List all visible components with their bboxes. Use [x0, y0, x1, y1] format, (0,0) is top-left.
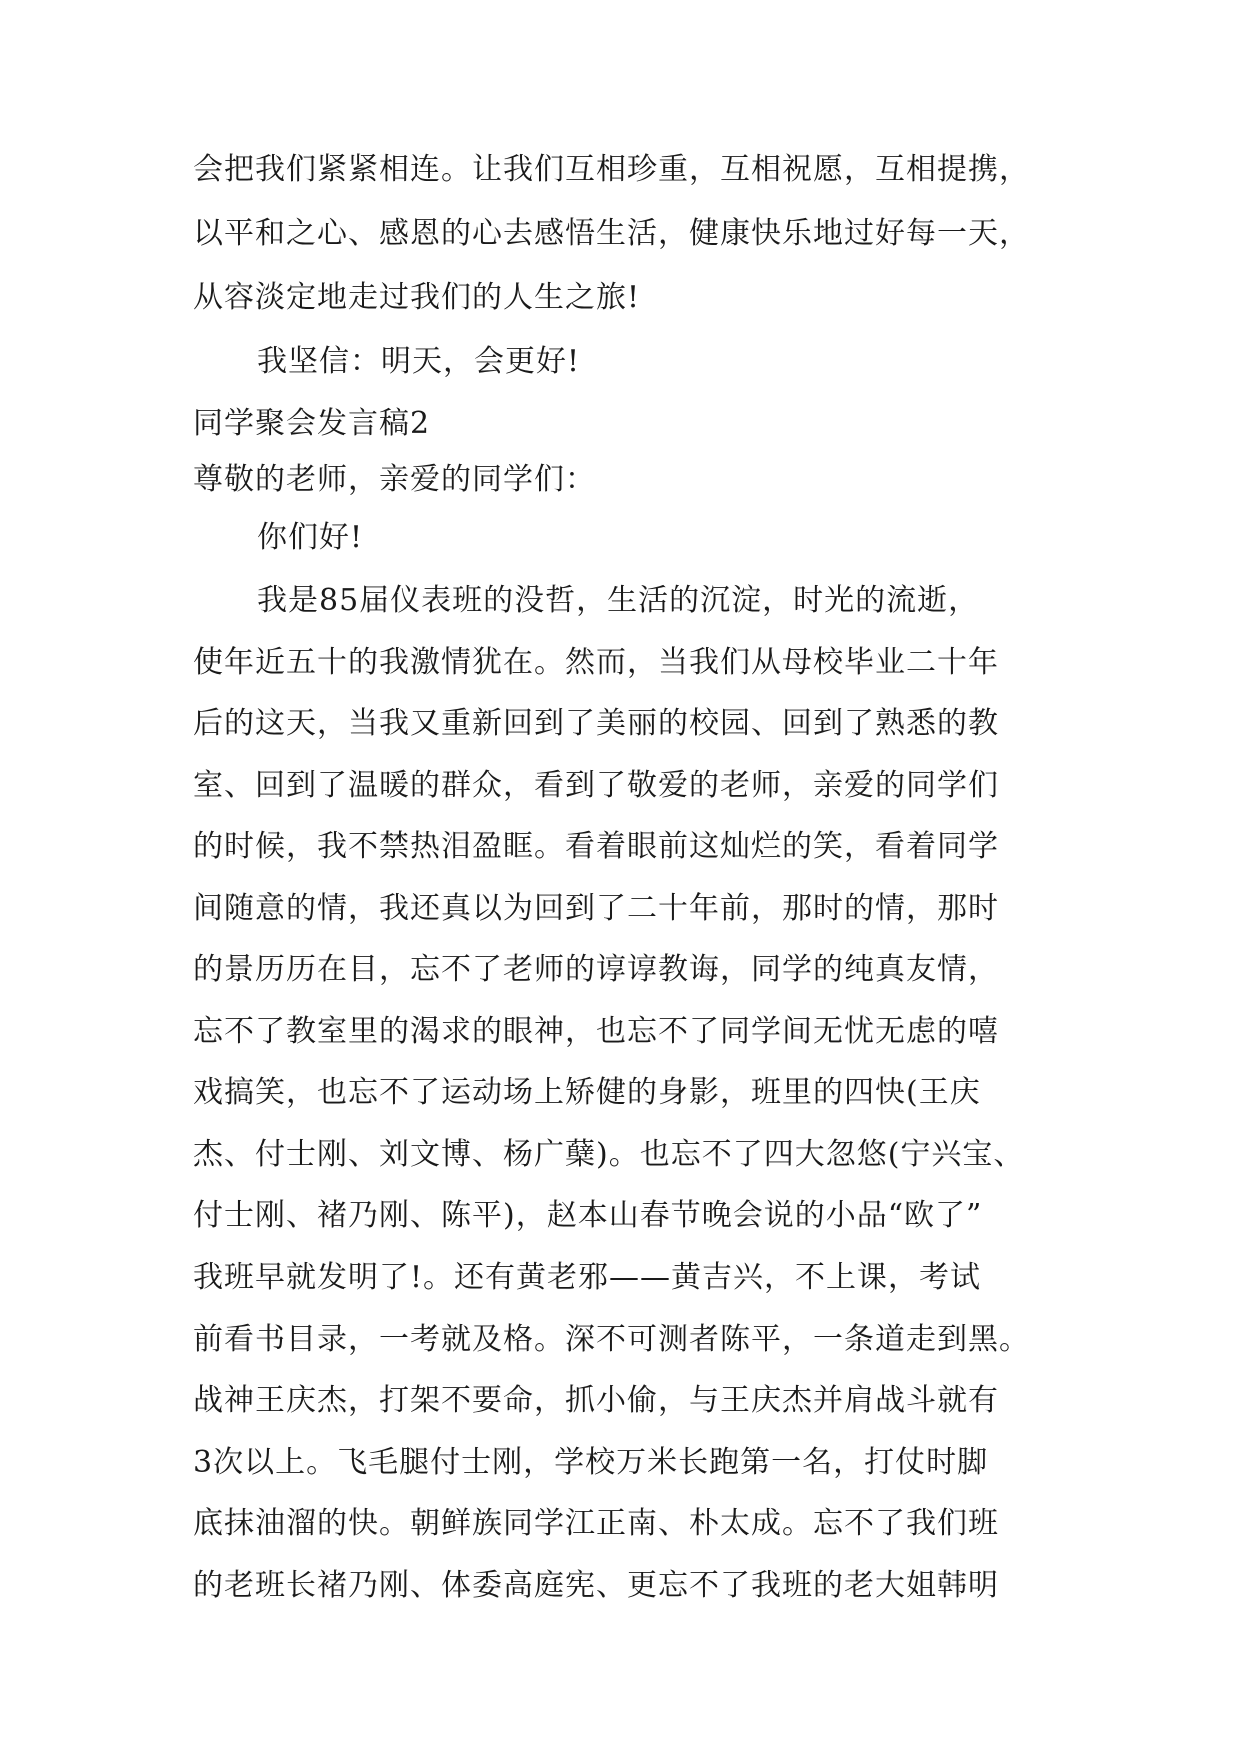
- text-line: 3次以上。飞毛腿付士刚，学校万米长跑第一名，打仗时脚: [193, 1445, 989, 1480]
- text-line: 戏搞笑，也忘不了运动场上矫健的身影，班里的四快(王庆: [193, 1075, 981, 1110]
- section-heading: 同学聚会发言稿2: [193, 406, 431, 441]
- text-line: 室、回到了温暖的群众，看到了敬爱的老师，亲爱的同学们: [193, 768, 999, 803]
- text-line: 我坚信：明天，会更好!: [257, 344, 581, 379]
- text-line: 后的这天，当我又重新回到了美丽的校园、回到了熟悉的教: [193, 706, 999, 741]
- text-line: 间随意的情，我还真以为回到了二十年前，那时的情，那时: [193, 891, 999, 926]
- text-line: 使年近五十的我激情犹在。然而，当我们从母校毕业二十年: [193, 645, 999, 680]
- text-line: 会把我们紧紧相连。让我们互相珍重，互相祝愿，互相提携，: [193, 152, 1030, 187]
- text-line: 的老班长褚乃刚、体委高庭宪、更忘不了我班的老大姐韩明: [193, 1568, 999, 1603]
- salutation: 尊敬的老师，亲爱的同学们：: [193, 462, 596, 497]
- text-line: 从容淡定地走过我们的人生之旅!: [193, 280, 641, 315]
- text-line: 的景历历在目，忘不了老师的谆谆教诲，同学的纯真友情，: [193, 952, 999, 987]
- text-line: 的时候，我不禁热泪盈眶。看着眼前这灿烂的笑，看着同学: [193, 829, 999, 864]
- text-line: 杰、付士刚、刘文博、杨广蘖)。也忘不了四大忽悠(宁兴宝、: [193, 1137, 1025, 1172]
- text-line: 付士刚、褚乃刚、陈平)，赵本山春节晚会说的小品“欧了”: [193, 1198, 983, 1233]
- text-line: 忘不了教室里的渴求的眼神，也忘不了同学间无忧无虑的嘻: [193, 1014, 999, 1049]
- text-line: 前看书目录，一考就及格。深不可测者陈平，一条道走到黑。: [193, 1322, 1030, 1357]
- text-line: 你们好!: [257, 520, 364, 555]
- text-line: 底抹油溜的快。朝鲜族同学江正南、朴太成。忘不了我们班: [193, 1506, 999, 1541]
- text-line: 我是85届仪表班的没哲，生活的沉淀，时光的流逝，: [257, 583, 980, 618]
- text-line: 以平和之心、感恩的心去感悟生活，健康快乐地过好每一天，: [193, 216, 1030, 251]
- text-line: 我班早就发明了!。还有黄老邪——黄吉兴，不上课，考试: [193, 1260, 982, 1295]
- text-line: 战神王庆杰，打架不要命，抓小偷，与王庆杰并肩战斗就有: [193, 1383, 999, 1418]
